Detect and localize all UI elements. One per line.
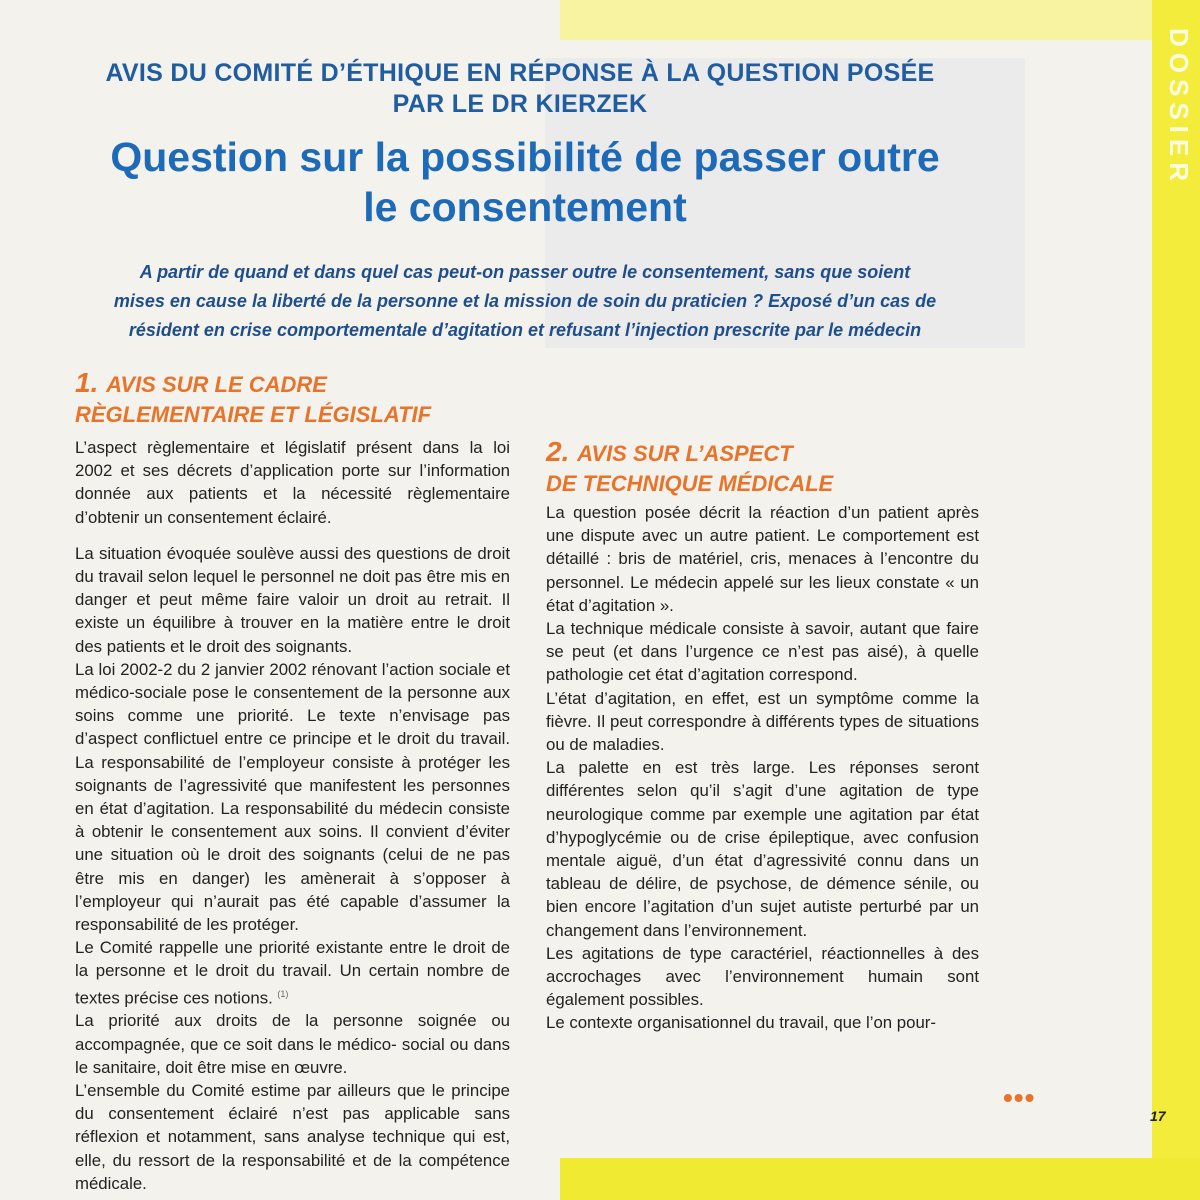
section-2-heading-line-2: DE TECHNIQUE MÉDICALE [546, 471, 834, 496]
lede-line-3: résident en crise comportementale d’agitation et refusant l’injection prescrite par le médecin [128, 320, 922, 340]
lede-line-2: mises en cause la liberté de la personne et la mission de soin du praticien ? Exposé d’un cas de [113, 291, 937, 311]
kicker-line-2: PAR LE DR KIERZEK [392, 90, 648, 118]
section-2-heading-line-1: AVIS SUR L’ASPECT [577, 441, 793, 466]
section-1-number: 1. [75, 367, 107, 398]
section-1-paragraph-3: La loi 2002-2 du 2 janvier 2002 rénovant l’action sociale et médico-sociale pose le consentement de la personne aux soins comme une priorité. Le texte n’envisage pas d’aspect conflictuel entre ce principe et le droit du travail. La responsabilité de l’employeur consiste à protéger les soignants de l’agressivité que manifestent les personnes en état d’agitation. La responsabilité du médecin consiste à obtenir le consentement aux soins. Il convient d’éviter une situation où le droit des soignants (celui de ne pas être mis en danger) les amènerait à s’opposer à l’employeur qui n’aurait pas été capable d’assumer la responsabilité de les protéger. [75, 659, 510, 935]
section-1-paragraph-1: L’aspect règlementaire et législatif présent dans la loi 2002 et ses décrets d’application porte sur l’information donnée aux patients et la nécessité règlementaire d’obtenir un consentement éclairé. [75, 438, 510, 527]
yellow-top-band [560, 0, 1200, 40]
left-column [75, 368, 510, 1195]
right-column [546, 385, 979, 1035]
spine-label: DOSSIER [1164, 28, 1194, 188]
page-number: 17 [1150, 1108, 1166, 1124]
yellow-bottom-band [560, 1158, 1200, 1200]
title-line-2: le consentement [363, 184, 687, 230]
section-1-paragraph-2: La situation évoquée soulève aussi des questions de droit du travail selon lequel le personnel ne doit pas être mis en danger et peut même faire valoir un droit au retrait. Il existe un équilibre à trouver en la matière entre le droit des patients et le droit des soignants. [75, 543, 510, 656]
section-2-number: 2. [546, 436, 578, 467]
section-2-paragraph-2: La technique médicale consiste à savoir, autant que faire se peut (et dans l’urgence ce n’est pas aisé), à quelle pathologie cet état d’agitation correspond. [546, 619, 979, 685]
footnote-marker: (1) [277, 988, 289, 999]
section-1-paragraph-6: L’ensemble du Comité estime par ailleurs que le principe du consentement éclairé n’est pas applicable sans réflexion et notamment, sans analyse technique qui est, elle, du ressort de la responsabilité et de la compétence médicale. [75, 1081, 510, 1193]
section-1-heading [75, 368, 510, 430]
section-2-paragraph-3: L’état d’agitation, en effet, est un symptôme comme la fièvre. Il peut correspondre à différents types de situations ou de maladies. [546, 688, 979, 755]
section-1-heading-line-1: AVIS SUR LE CADRE [106, 372, 327, 397]
section-2-paragraph-4: La palette en est très large. Les réponses seront différentes selon qu’il s’agit d’une agitation de type neurologique comme par exemple une agitation par état d’hypoglycémie ou de crise épileptique, avec confusion mentale aiguë, d’un état d’agressivité connu dans un tableau de délire, de psychose, de démence sénile, ou bien encore l’agitation d’un sujet autiste perturbé par un changement dans l’environnement. [546, 758, 979, 940]
section-1-paragraph-4-text: Le Comité rappelle une priorité existante entre le droit de la personne et le droit du travail. Un certain nombre de textes précise ces notions. [75, 938, 510, 1008]
kicker-line-1: AVIS DU COMITÉ D’ÉTHIQUE EN RÉPONSE À LA QUESTION POSÉE [105, 59, 935, 87]
continuation-dots: ••• [1003, 1082, 1036, 1113]
section-1-paragraph-4 [75, 936, 510, 1009]
section-2-paragraph-6: Le contexte organisationnel du travail, que l’on pour- [546, 1013, 936, 1033]
section-2-paragraph-5: Les agitations de type caractériel, réactionnelles à des accrochages avec l’environnement humain sont également possibles. [546, 943, 979, 1010]
article-kicker [80, 58, 960, 120]
title-line-1: Question sur la possibilité de passer outre [110, 134, 940, 180]
section-2-paragraph-1: La question posée décrit la réaction d’un patient après une dispute avec un autre patient. Le comportement est détaillé : bris de matériel, cris, menaces à l’encontre du personnel. Le médecin appelé sur les lieux constate « un état d’agitation ». [546, 503, 979, 615]
section-1-paragraph-5: La priorité aux droits de la personne soignée ou accompagnée, que ce soit dans le médico- social ou dans le sanitaire, doit être mise en œuvre. [75, 1011, 510, 1077]
section-2-heading [546, 437, 979, 499]
article-title [60, 132, 990, 232]
lede-line-1: A partir de quand et dans quel cas peut-on passer outre le consentement, sans que soient [139, 262, 911, 282]
section-1-heading-line-2: RÈGLEMENTAIRE ET LÉGISLATIF [75, 402, 432, 427]
article-lede [60, 258, 990, 345]
yellow-side-strip [1152, 0, 1200, 1200]
